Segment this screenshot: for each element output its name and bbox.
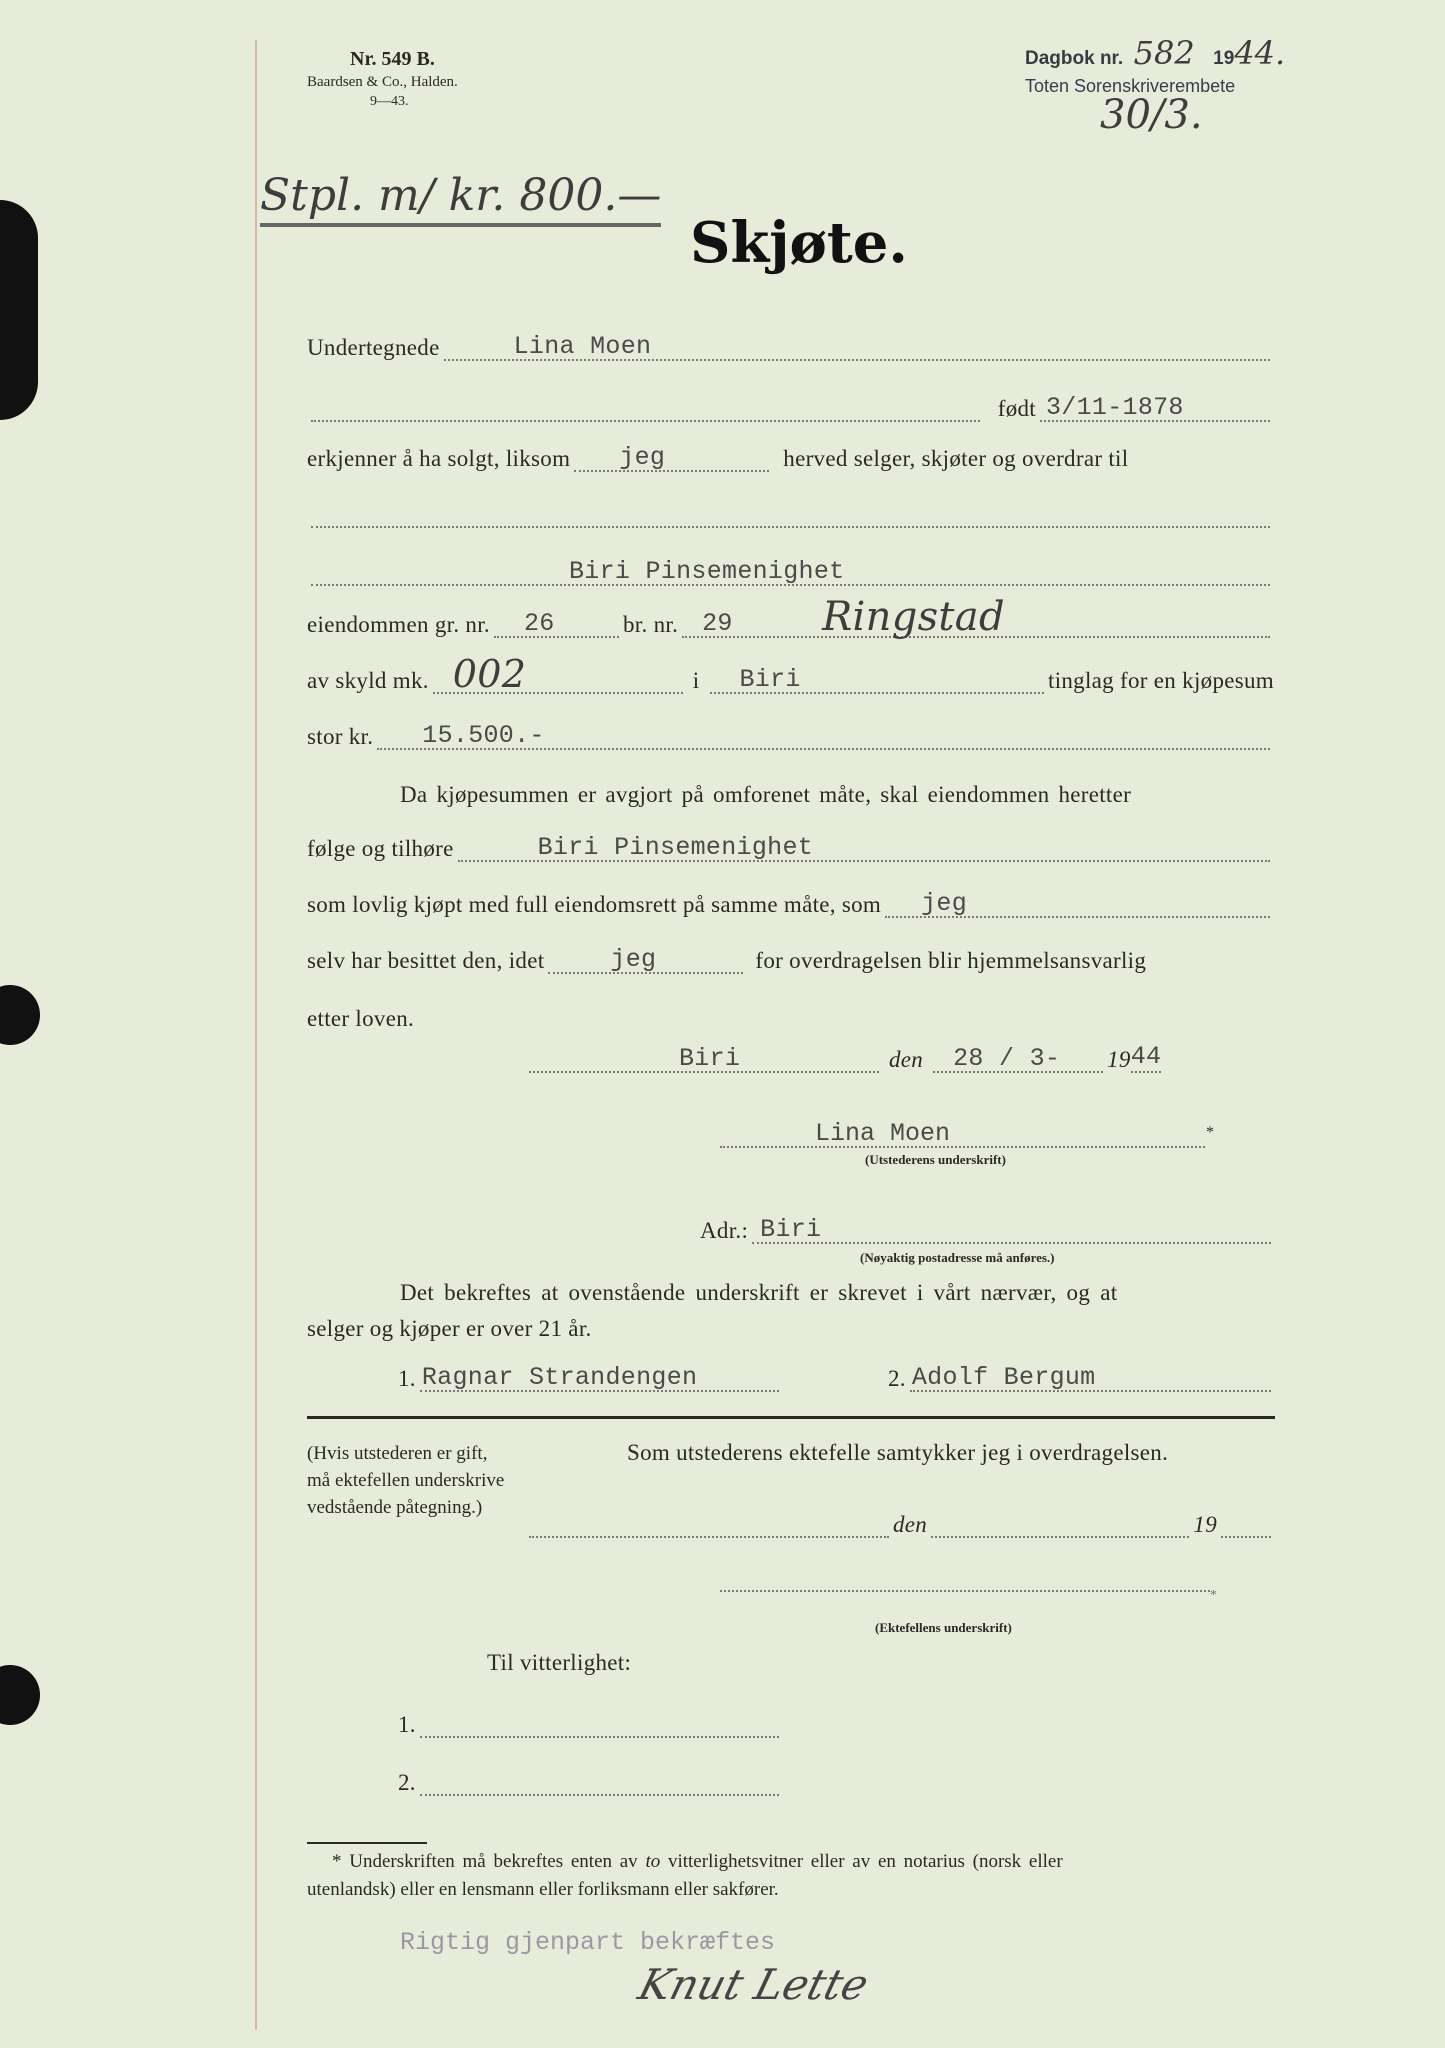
blank-line [311,396,980,422]
br-nr-label: br. nr. [622,612,679,637]
stamp-office: Toten Sorenskriverembete [1025,76,1236,96]
undertegnede-label: Undertegnede [307,335,440,360]
gr-nr: 26 [523,609,555,638]
tinglag-label: tinglag for en kjøpesum [1048,668,1274,693]
folge-row [307,833,1274,862]
buyer-name: Biri Pinsemenighet [569,557,845,586]
address: Biri [760,1215,822,1244]
blank-line [311,502,1270,528]
dagbok-stamp [1025,34,1285,72]
skyld-row [307,652,1274,696]
binding-shadow [0,200,38,420]
buyer-row [307,557,1274,586]
spouse-note-line2: må ektefellen underskrive [307,1470,505,1491]
vitterlighet-num2: 2. [398,1770,416,1795]
consent-text: Som utstederens ektefelle samtykker jeg i overdragelsen. [627,1440,1169,1465]
erkjenner-label: erkjenner å ha solgt, liksom [307,446,571,471]
spouse-date-field [931,1512,1189,1538]
lovlig-row [307,889,1274,918]
buyer-name-2: Biri Pinsemenighet [537,833,814,862]
vitterlighet-line2 [398,1770,783,1796]
birth-date: 3/11-1878 [1046,393,1184,422]
spouse-date-row [525,1512,1275,1538]
witness2-row [888,1363,1275,1392]
tinglag-field [710,665,1045,694]
witness1-field [420,1363,779,1392]
witness1-row [398,1363,783,1392]
buyer-field-2 [458,833,1270,862]
skyld-label: av skyld mk. [307,668,429,693]
spouse-signature-caption: (Ektefellens underskrift) [875,1620,1012,1635]
witness2-num: 2. [888,1366,906,1391]
seller-name: Lina Moen [513,332,652,361]
page-title: Skjøte. [690,210,908,276]
vitterlighet-field2 [420,1770,779,1796]
dagbok-year-suffix: 44. [1234,34,1286,72]
footnote-line1 [307,1848,1275,1876]
br-nr-field [682,594,1270,640]
eiendommen-label: eiendommen gr. nr. [307,612,490,637]
dagbok-number: 582 [1133,34,1195,72]
signature-line [720,1116,1205,1148]
footnote-rule [307,1842,427,1844]
den-label: den [889,1047,924,1072]
undertegnede-row [307,332,1274,361]
vitterlighet-line1 [398,1712,783,1738]
footnote-text: * Underskriften må bekreftes enten av [332,1851,646,1872]
fee-note: Stpl. m/ kr. 800.— [260,170,661,227]
stor-kr-label: stor kr. [307,724,374,749]
for-label: for overdragelsen blir hjemmelsansvarlig [755,948,1147,973]
erkjenner-row [307,443,1274,472]
dagbok-label: Dagbok nr. [1025,48,1124,69]
witness1-num: 1. [398,1366,416,1391]
printer: Baardsen & Co., Halden. [307,74,458,90]
pronoun-2: jeg [921,889,968,918]
margin-rule [255,40,257,2030]
selv-row [307,945,1274,974]
form-number: Nr. 549 B. [350,48,435,70]
vitterlighet-title: Til vitterlighet: [487,1650,632,1675]
section-divider [307,1416,1275,1419]
print-date: 9—43. [370,94,409,109]
witness1: Ragnar Strandengen [421,1363,698,1392]
price: 15.500.- [422,721,545,750]
spouse-year-prefix: 19 [1193,1512,1217,1537]
year-prefix: 19 [1107,1047,1131,1072]
pronoun-field-3 [548,945,743,974]
herved-label: herved selger, skjøter og overdrar til [783,446,1129,471]
footnote-line2: utenlandsk) eller en lensmann eller forliksmann eller sakfører. [307,1879,779,1900]
buyer-field [311,557,1270,586]
seller-pronoun: jeg [619,443,666,472]
price-field [377,721,1270,750]
spouse-place-field [529,1512,889,1538]
seller-name-field [444,332,1270,361]
blank-row [307,502,1274,528]
spouse-note-line3: vedstående påtegning.) [307,1497,483,1518]
pronoun-field-2 [885,889,1270,918]
place: Biri [679,1044,741,1073]
spouse-year-field [1221,1512,1271,1538]
signature-asterisk: * [1206,1124,1214,1141]
certification-signature: Knut Lette [633,1960,874,2009]
fodt-row [307,393,1274,422]
lovlig-label: som lovlig kjøpt med full eiendomsrett på samme måte, som [307,892,882,917]
date-row [525,1042,1275,1073]
i-label: i [692,668,700,693]
footnote-text: vitterlighetsvitner eller av en notarius (norsk eller [660,1851,1063,1872]
eiendommen-row [307,594,1274,640]
fodt-label: født [997,396,1036,421]
br-nr: 29 [702,609,733,638]
price-row [307,721,1274,750]
dagbok-year-prefix: 19 [1213,48,1235,69]
skyld-field [433,652,683,696]
binding-hole [0,1665,40,1725]
vitterlighet-num1: 1. [398,1712,416,1737]
year-suffix: 44 [1130,1042,1162,1071]
folge-label: følge og tilhøre [307,836,454,861]
adr-label: Adr.: [700,1218,749,1243]
gr-nr-field [494,609,619,638]
para1: Da kjøpesummen er avgjort på omforenet måte, skal eiendommen heretter [400,782,1132,807]
witness2-field [910,1363,1271,1392]
certification-stamp: Rigtig gjenpart bekræftes [400,1928,776,1957]
birth-date-field [1040,393,1270,422]
vitterlighet-field1 [420,1712,779,1738]
seller-signature: Lina Moen [815,1119,951,1148]
address-field [752,1215,1271,1244]
address-caption: (Nøyaktig postadresse må anføres.) [860,1250,1055,1265]
tinglag-name: Biri [739,665,801,694]
stamp-date: 30/3. [1100,92,1203,138]
confirm-line2: selger og kjøper er over 21 år. [307,1316,592,1341]
spouse-asterisk: * [1210,1588,1217,1603]
pronoun-3: jeg [610,945,657,974]
spouse-signature-line [720,1590,1210,1592]
date: 28 / 3- [953,1044,1061,1073]
confirm-line1: Det bekreftes at ovenstående underskrift er skrevet i vårt nærvær, og at [400,1280,1118,1305]
pronoun-field [574,443,769,472]
footnote [307,1848,1275,1904]
binding-hole [0,985,40,1045]
address-row [700,1215,1275,1244]
etter-loven: etter loven. [307,1006,415,1031]
spouse-note-line1: (Hvis utstederen er gift, [307,1443,488,1464]
footnote-emphasis: to [645,1851,661,1872]
place-field [529,1044,879,1073]
spouse-den-label: den [893,1512,928,1537]
skyld-value: 002 [452,652,527,696]
spouse-note [307,1440,504,1521]
witness2: Adolf Bergum [911,1363,1096,1392]
selv-label: selv har besittet den, idet [307,948,545,973]
signature-caption: (Utstederens underskrift) [865,1152,1006,1167]
date-field [933,1044,1103,1073]
property-name: Ringstad [822,594,1005,640]
